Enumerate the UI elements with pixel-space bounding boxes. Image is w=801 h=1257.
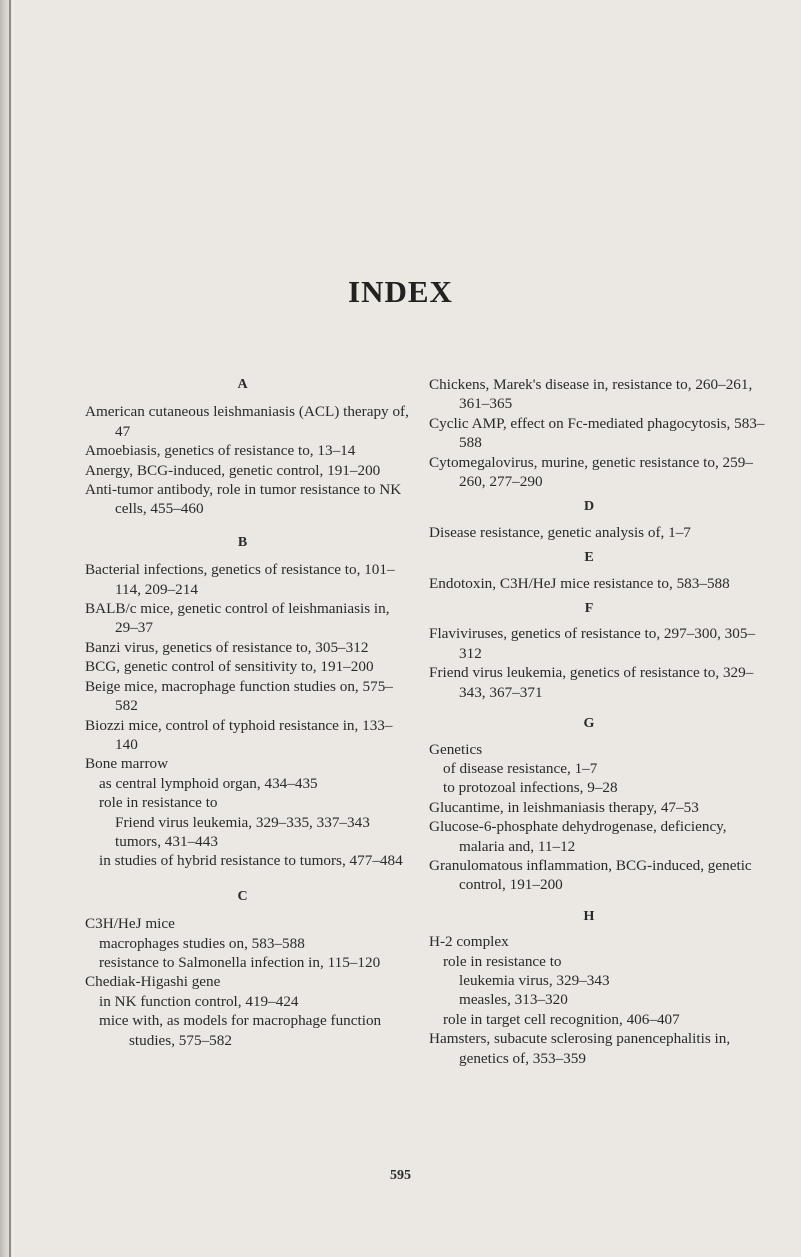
index-subsubentry: leukemia virus, 329–343: [459, 971, 610, 989]
index-entry: BALB/c mice, genetic control of leishmaniasis in, 29–37: [85, 600, 390, 637]
index-entry: C3H/HeJ mice: [85, 915, 175, 933]
section-letter-e: E: [584, 550, 594, 566]
book-gutter-line: [9, 0, 11, 1257]
section-letter-h: H: [583, 908, 595, 924]
index-column-right: [429, 375, 774, 1068]
index-entry: Genetics: [429, 740, 483, 758]
index-entry: Hamsters, subacute sclerosing panencephalitis in, genetics of, 353–359: [429, 1030, 731, 1067]
index-subsubentry: Friend virus leukemia, 329–335, 337–343: [115, 813, 370, 831]
index-subentry: of disease resistance, 1–7: [443, 759, 598, 777]
index-subentry: as central lymphoid organ, 434–435: [99, 774, 318, 792]
index-entry: Glucose-6-phosphate dehydrogenase, deficiency, malaria and, 11–12: [429, 818, 727, 855]
index-entry: Granulomatous inflammation, BCG-induced, genetic control, 191–200: [429, 856, 752, 894]
index-subentry: role in resistance to: [99, 794, 218, 812]
index-subentry: role in resistance to: [443, 952, 562, 970]
index-entry: BCG, genetic control of sensitivity to, 191–200: [85, 658, 374, 676]
index-entry: American cutaneous leishmaniasis (ACL) therapy of, 47: [85, 403, 409, 440]
section-letter-g: G: [583, 716, 595, 732]
index-subentry: in studies of hybrid resistance to tumors, 477–484: [99, 852, 403, 870]
index-entry: Friend virus leukemia, genetics of resistance to, 329–343, 367–371: [429, 664, 754, 701]
index-entry: Cyclic AMP, effect on Fc-mediated phagocytosis, 583–588: [429, 414, 765, 452]
index-entry: Biozzi mice, control of typhoid resistance in, 133–140: [85, 716, 393, 753]
page-number: 595: [390, 1168, 411, 1183]
index-entry: Cytomegalovirus, murine, genetic resistance to, 259–260, 277–290: [429, 453, 753, 491]
section-letter-f: F: [584, 601, 594, 617]
book-binding-shadow: [0, 0, 14, 1257]
index-entry: Banzi virus, genetics of resistance to, 305–312: [85, 638, 369, 656]
section-letter-b: B: [237, 534, 248, 550]
index-subsubentry: tumors, 431–443: [115, 832, 218, 850]
index-subsubentry: measles, 313–320: [459, 991, 568, 1009]
index-subentry: macrophages studies on, 583–588: [99, 934, 305, 952]
index-entry: Chediak-Higashi gene: [85, 973, 221, 991]
section-letter-a: A: [237, 377, 248, 392]
index-entry: Anergy, BCG-induced, genetic control, 191–200: [85, 461, 381, 479]
index-subentry: role in target cell recognition, 406–407: [443, 1010, 680, 1028]
page-title: INDEX: [348, 274, 453, 309]
section-letter-d: D: [583, 499, 595, 515]
section-letter-c: C: [237, 888, 248, 904]
index-entry: Bone marrow: [85, 755, 169, 773]
index-entry: H-2 complex: [429, 933, 509, 951]
index-subentry: mice with, as models for macrophage function studies, 575–582: [99, 1012, 382, 1049]
index-subentry: to protozoal infections, 9–28: [443, 779, 618, 797]
index-subentry: resistance to Salmonella infection in, 115–120: [99, 953, 381, 971]
index-entry: Amoebiasis, genetics of resistance to, 13–14: [85, 442, 356, 460]
index-entry: Flaviviruses, genetics of resistance to, 297–300, 305–312: [429, 625, 756, 662]
index-entry: Glucantime, in leishmaniasis therapy, 47–53: [429, 798, 699, 816]
index-entry: Chickens, Marek's disease in, resistance to, 260–261, 361–365: [429, 376, 753, 413]
index-entry: Endotoxin, C3H/HeJ mice resistance to, 583–588: [429, 574, 730, 592]
index-entry: Disease resistance, genetic analysis of, 1–7: [429, 523, 691, 541]
index-entry: Bacterial infections, genetics of resistance to, 101–114, 209–214: [85, 561, 395, 598]
index-entry: Anti-tumor antibody, role in tumor resistance to NK cells, 455–460: [85, 481, 402, 518]
index-subentry: in NK function control, 419–424: [99, 992, 299, 1010]
index-column-left: [85, 375, 415, 1050]
index-entry: Beige mice, macrophage function studies on, 575–582: [85, 677, 393, 715]
